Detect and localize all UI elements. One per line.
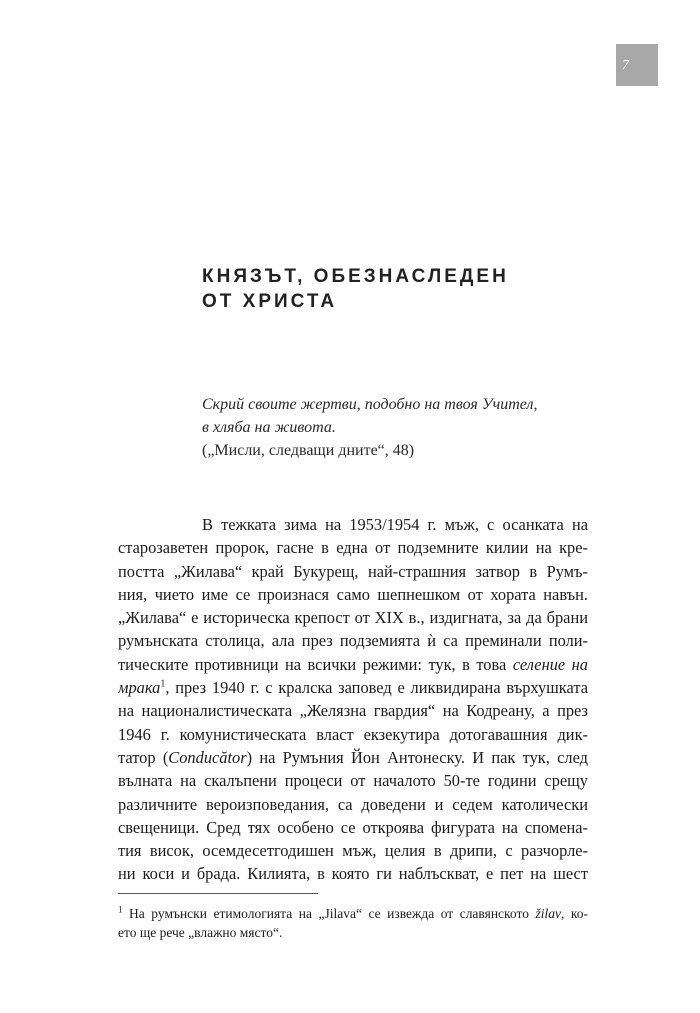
epigraph-line-1: Скрий своите жертви, подобно на твоя Учител, [202, 396, 538, 413]
body-italic-run: селение на [512, 654, 588, 674]
body-line: В тежката зима на 1953/1954 г. мъж, с осанката на [202, 515, 588, 534]
footnote-line [118, 904, 588, 923]
footnote-line: ето ще рече „влажно място“. [118, 925, 283, 940]
footnote-text-run: , ко- [561, 906, 588, 921]
body-line [118, 653, 588, 676]
footnote-italic-run: žilav [535, 906, 561, 921]
footnote-text-run: На румънски етимологията на „Jilava“ се извежда от славянското [129, 906, 529, 921]
body-line: старозаветен пророк, гасне в една от подземните килии на кре- [118, 538, 588, 558]
body-text-run: тическите противници на всички режими: тук, в това [118, 654, 507, 674]
body-line: вълната на скалъпени процеси от началото 50-те години срещу [118, 771, 588, 791]
body-line: свещеници. Сред тях особено се откроява фигурата на спомена- [118, 817, 588, 837]
body-italic-run: мрака [118, 678, 161, 698]
page-number: 7 [622, 58, 629, 73]
body-italic-run: Conducător [168, 747, 247, 767]
body-text-run: татор ( [118, 747, 169, 767]
body-line: на националистическата „Желязна гвардия“ на Кодреану, а през [118, 701, 588, 721]
chapter-title-line-1: КНЯЗЪТ, ОБЕЗНАСЛЕДЕН [202, 266, 509, 287]
body-line: постта „Жилава“ край Букурещ, най-страшния затвор в Румъ- [118, 561, 588, 581]
body-line: различните вероизповедания, са доведени и седем католически [118, 794, 588, 814]
body-line: „Жилава“ е историческа крепост от XIX в., издигната, за да брани [118, 608, 588, 628]
footnote-marker: 1 [118, 904, 123, 915]
footnote-divider [118, 893, 318, 894]
footnote-reference[interactable]: 1 [160, 678, 166, 690]
body-line [118, 676, 588, 699]
page-number-badge [616, 44, 658, 86]
footnote [118, 904, 588, 942]
chapter-title [202, 264, 509, 314]
body-line [118, 746, 588, 769]
body-line: 1946 г. комунистическата власт екзекутира дотогавашния дик- [118, 724, 588, 744]
epigraph-source: („Мисли, следващи дните“, 48) [202, 442, 415, 459]
body-line: ни коси и брада. Килията, в която ги наблъскват, е пет на шест [118, 864, 588, 884]
body-text-run: ) на Румъния Йон Антонеску. И пак тук, след [246, 747, 588, 767]
epigraph [202, 393, 537, 462]
body-text-run: , през 1940 г. с кралска заповед е ликвидирана върхушката [165, 678, 588, 698]
chapter-title-line-2: ОТ ХРИСТА [202, 291, 338, 312]
epigraph-line-2: в хляба на живота. [202, 419, 336, 436]
body-line: румънската столица, ала през подземията ѝ са преминали поли- [118, 631, 588, 651]
body-text [118, 513, 588, 886]
body-line: ния, чието име се произнася само шепнешком от хората навън. [118, 584, 588, 604]
body-line: тия висок, осемдесетгодишен мъж, целия в дрипи, с разчорле- [118, 841, 588, 861]
